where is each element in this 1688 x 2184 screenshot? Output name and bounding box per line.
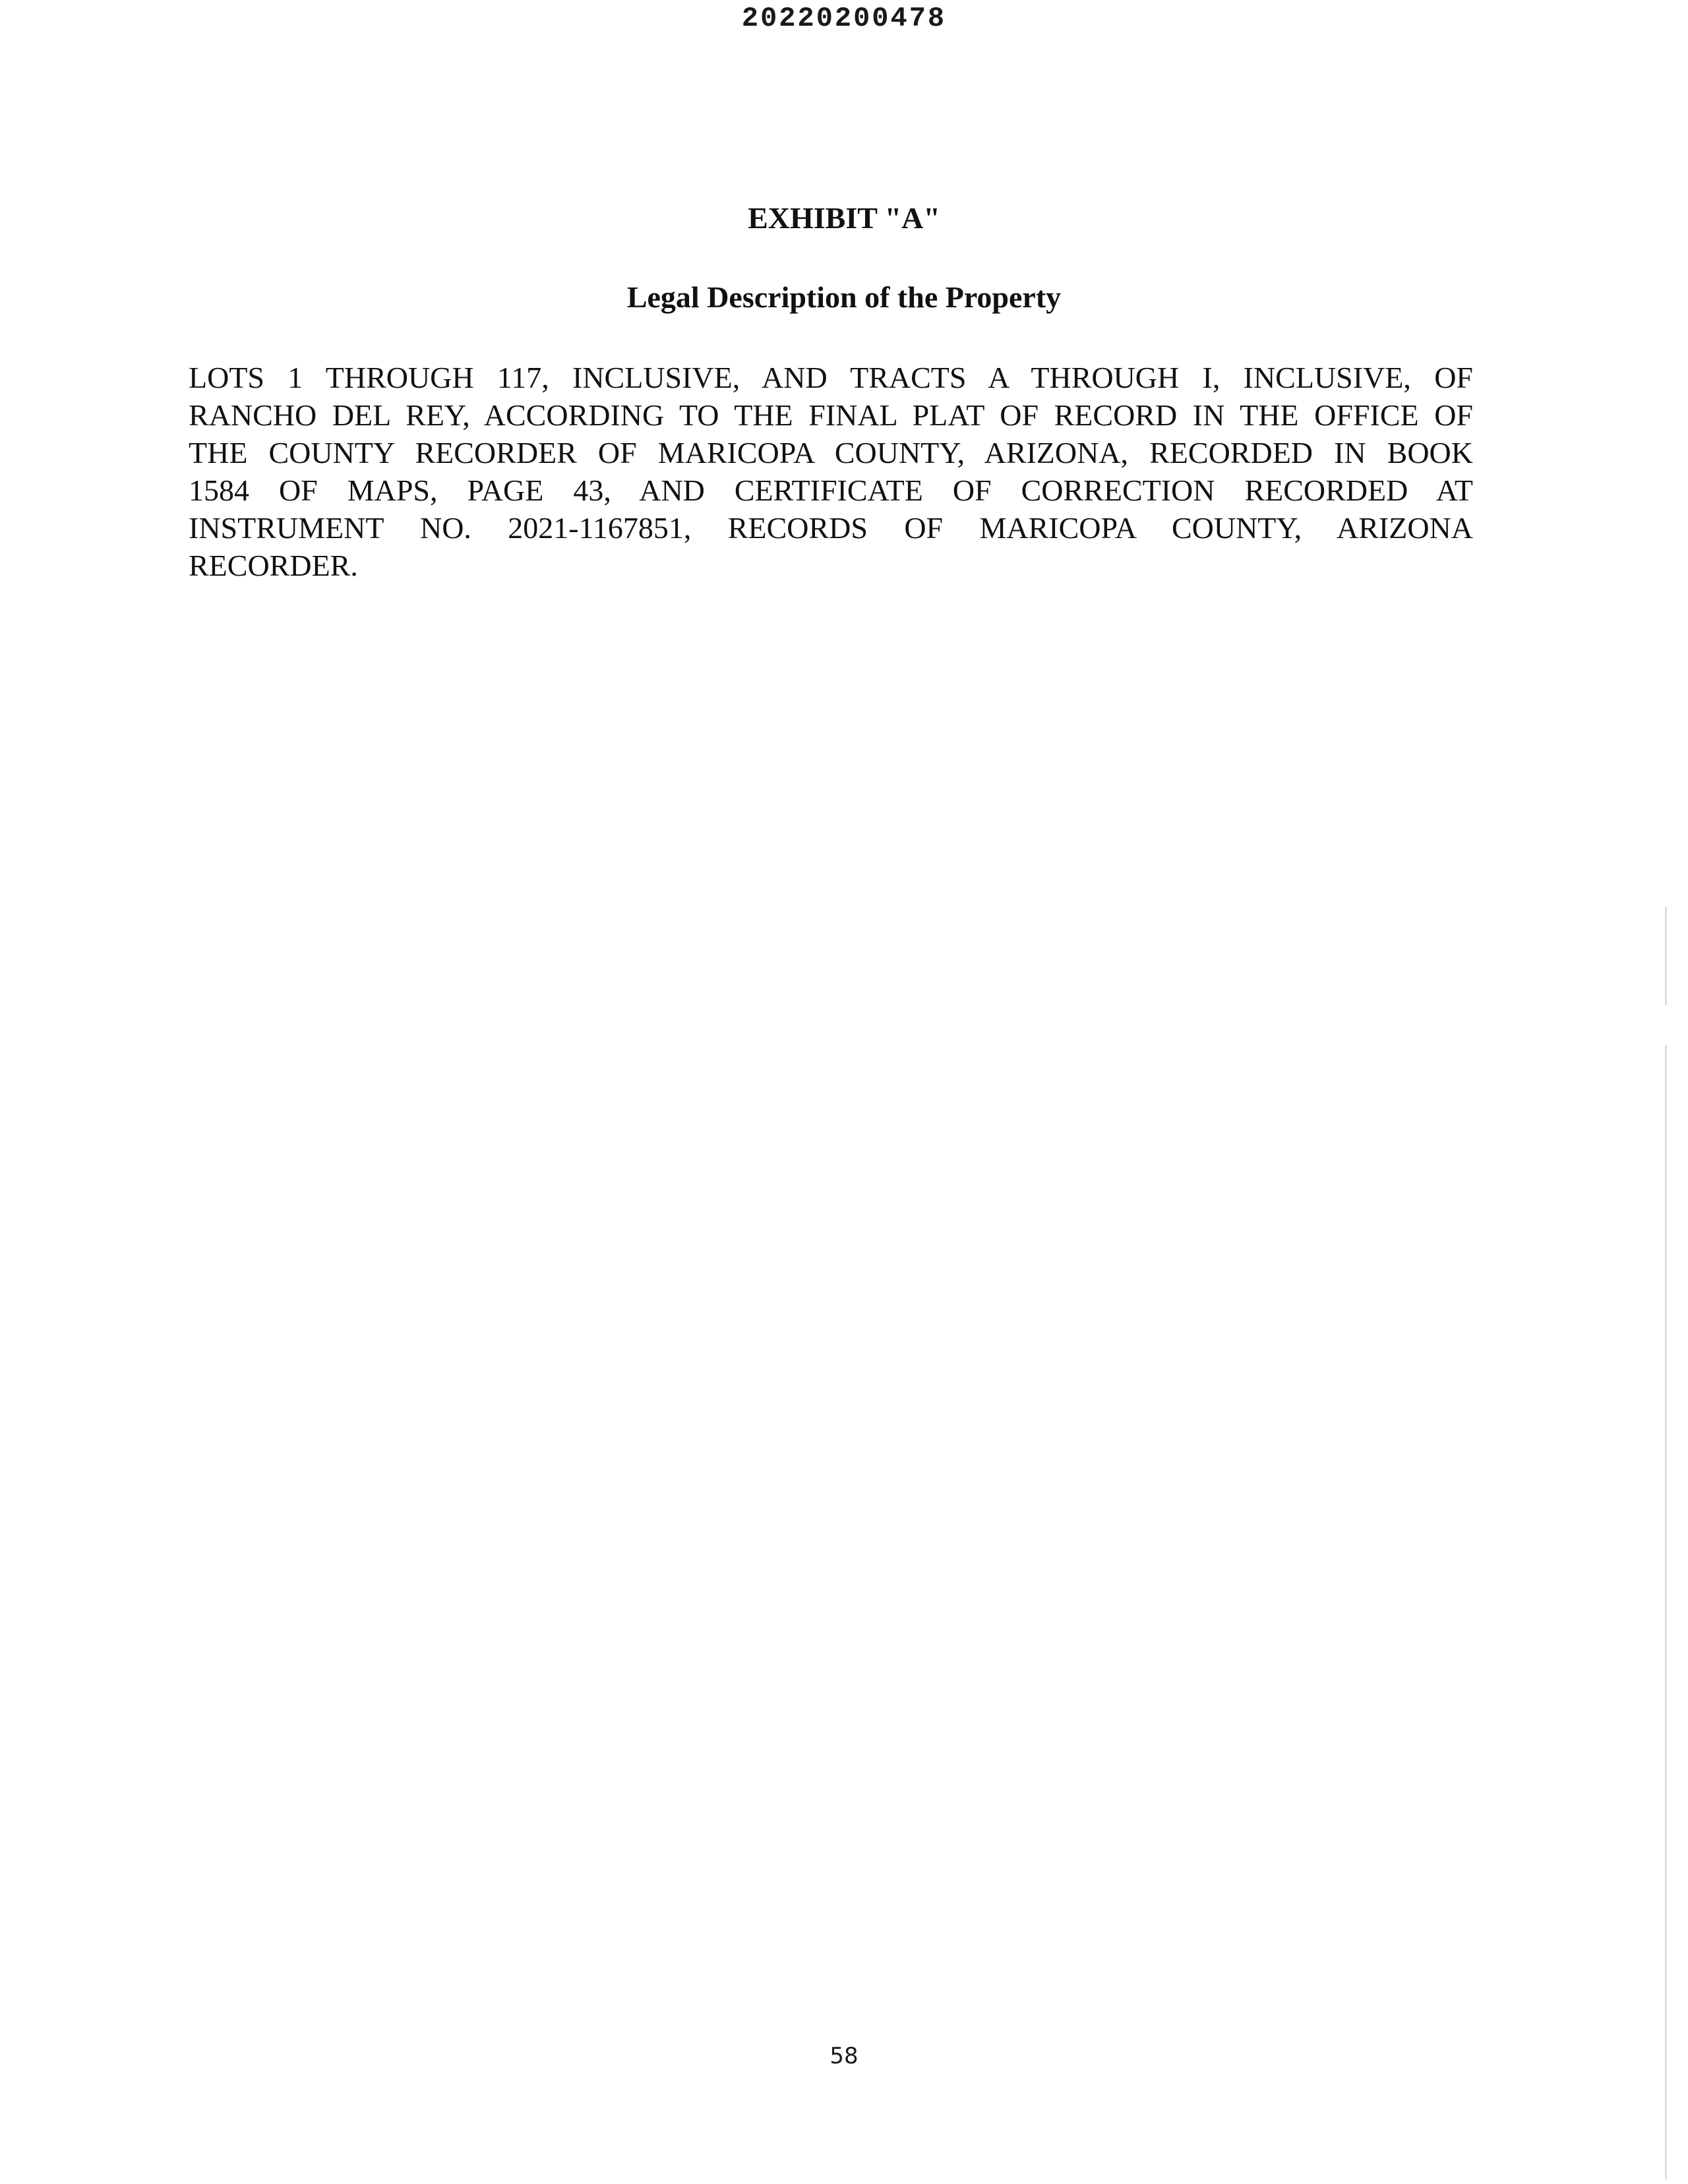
exhibit-title: EXHIBIT "A": [748, 201, 940, 235]
legal-description-line: THE COUNTY RECORDER OF MARICOPA COUNTY, ARIZONA, RECORDED IN BOOK: [189, 436, 1473, 470]
legal-description-line: RANCHO DEL REY, ACCORDING TO THE FINAL PLAT OF RECORD IN THE OFFICE OF: [189, 398, 1473, 432]
legal-description-line: LOTS 1 THROUGH 117, INCLUSIVE, AND TRACTS A THROUGH I, INCLUSIVE, OF: [189, 361, 1473, 394]
legal-description: [189, 359, 1473, 584]
exhibit-subtitle: Legal Description of the Property: [626, 280, 1062, 314]
recording-number: 20220200478: [741, 3, 947, 34]
page-number: 58: [829, 2043, 859, 2069]
legal-description-line: INSTRUMENT NO. 2021-1167851, RECORDS OF MARICOPA COUNTY, ARIZONA: [189, 511, 1473, 545]
scan-edge-upper: [1665, 907, 1667, 1006]
scan-edge-lower: [1665, 1045, 1667, 2179]
legal-description-line: 1584 OF MAPS, PAGE 43, AND CERTIFICATE OF CORRECTION RECORDED AT: [189, 473, 1473, 507]
legal-description-line: RECORDER.: [189, 549, 358, 582]
